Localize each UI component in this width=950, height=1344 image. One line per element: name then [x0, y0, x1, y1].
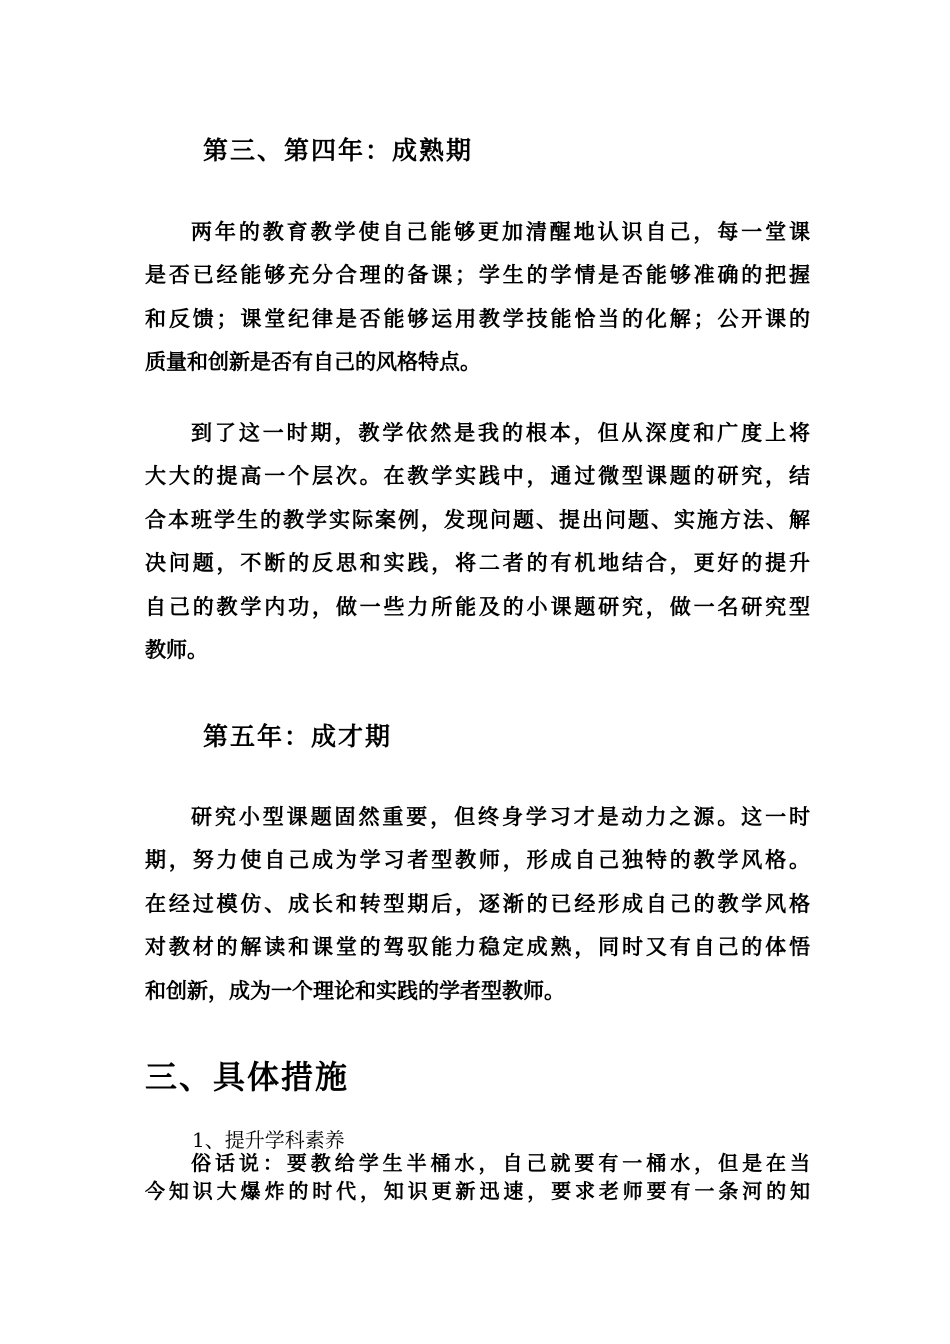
paragraph-line: 决问题，不断的反思和实践，将二者的有机地结合，更好的提升 [145, 550, 810, 576]
paragraph-line: 今知识大爆炸的时代，知识更新迅速，要求老师要有一条河的知 [145, 1179, 810, 1203]
paragraph-line: 在经过模仿、成长和转型期后，逐渐的已经形成自己的教学风格 [145, 890, 810, 916]
stage-3-4-paragraph-1 [145, 210, 810, 384]
stage-3-4-heading: 第三、第四年：成熟期 [203, 136, 474, 165]
paragraph-line: 合本班学生的教学实际案例，发现问题、提出问题、实施方法、解 [145, 506, 810, 532]
stage-3-4-paragraph-2 [145, 411, 810, 671]
paragraph-line: 期，努力使自己成为学习者型教师，形成自己独特的教学风格。 [145, 847, 810, 873]
paragraph-line: 到了这一时期，教学依然是我的根本，但从深度和广度上将 [191, 420, 810, 445]
paragraph-line: 和反馈；课堂纪律是否能够运用教学技能恰当的化解；公开课的 [145, 305, 810, 331]
paragraph-line: 教师。 [145, 636, 208, 662]
paragraph-line: 是否已经能够充分合理的备课；学生的学情是否能够准确的把握 [145, 262, 810, 288]
measure-item-1-text [145, 1149, 810, 1205]
stage-5-heading: 第五年：成才期 [203, 722, 393, 751]
paragraph-line: 自己的教学内功，做一些力所能及的小课题研究，做一名研究型 [145, 593, 810, 619]
paragraph-line: 对教材的解读和课堂的驾驭能力稳定成熟，同时又有自己的体悟 [145, 934, 810, 960]
stage-5-paragraph [145, 795, 810, 1012]
paragraph-line: 研究小型课题固然重要，但终身学习才是动力之源。这一时 [191, 804, 810, 829]
measures-heading: 三、具体措施 [145, 1058, 350, 1096]
paragraph-line: 俗话说：要教给学生半桶水，自己就要有一桶水，但是在当 [191, 1151, 810, 1175]
paragraph-line: 大大的提高一个层次。在教学实践中，通过微型课题的研究，结 [145, 463, 810, 489]
measure-item-1-title: 1、提升学科素养 [192, 1128, 345, 1152]
paragraph-line: 和创新，成为一个理论和实践的学者型教师。 [145, 977, 565, 1003]
paragraph-line: 质量和创新是否有自己的风格特点。 [145, 349, 481, 375]
paragraph-line: 两年的教育教学使自己能够更加清醒地认识自己，每一堂课 [191, 219, 810, 244]
